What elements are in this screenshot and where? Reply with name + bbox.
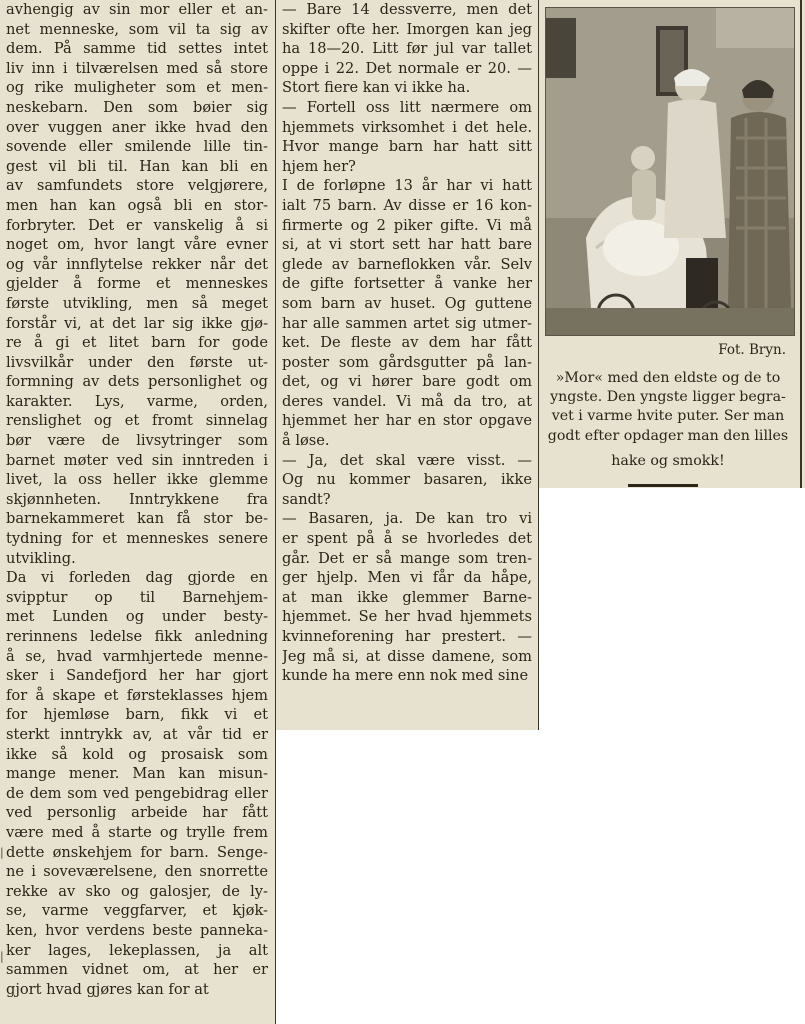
text-line: ket. De fleste av dem har fått [282, 334, 532, 352]
text-line: av samfundets store velgjørere, [6, 177, 268, 195]
text-line: se, varme veggfarver, et kjøk- [6, 902, 268, 920]
text-line: mange mener. Man kan misun- [6, 765, 268, 783]
text-line: det, og vi hører bare godt om [282, 373, 532, 391]
text-line: hjemmets virksomhet i det hele. [282, 118, 532, 136]
photo-caption-line-1: »Mor« med den eldste og de to [555, 370, 781, 386]
text-line: Hvor mange barn har hatt sitt [282, 138, 532, 156]
text-line: — Basaren, ja. De kan tro vi [282, 510, 532, 528]
article-column-2 [282, 0, 532, 686]
text-line: livsvilkår under den første ut- [6, 353, 268, 371]
text-line: å se, hvad varmhjertede menne- [6, 647, 268, 665]
text-line: hjem her? [282, 157, 356, 175]
left-edge-mark: | [0, 846, 4, 859]
text-line: Stort fiere kan vi ikke ha. [282, 79, 471, 97]
text-line: noget om, hvor langt våre evner [6, 236, 268, 254]
text-line: skifter ofte her. Imorgen kan jeg [282, 20, 532, 38]
text-line: Og nu kommer basaren, ikke [282, 471, 532, 489]
text-line: for hjemløse barn, fikk vi et [6, 706, 268, 724]
text-line: svipptur op til Barnehjem- [6, 588, 268, 606]
photo-caption-line-5: hake og smokk! [611, 453, 725, 469]
text-line: firmerte og 2 piker gifte. Vi må [282, 216, 532, 234]
text-line: ved personlig arbeide har fått [6, 804, 268, 822]
text-line: over vuggen aner ikke hvad den [6, 118, 268, 136]
text-line: formning av dets personlighet og [6, 373, 268, 391]
text-line: ha 18—20. Litt før jul var tallet [282, 40, 532, 58]
text-line: oppe i 22. Det normale er 20. — [282, 59, 532, 77]
text-line: ikke så kold og prosaisk som [6, 745, 268, 763]
text-line: liv inn i tilværelsen med så store [6, 59, 268, 77]
text-line: for å skape et førsteklasses hjem [6, 686, 268, 704]
text-line: poster som gårdsgutter på lan- [282, 353, 532, 371]
text-line: rekke av sko og galosjer, de ly- [6, 882, 268, 900]
text-line: Da vi forleden dag gjorde en [6, 569, 268, 587]
text-line: gest vil bli til. Han kan bli en [6, 157, 268, 175]
photo-credit: Fot. Bryn. [718, 342, 786, 358]
text-line: hjemmet. Se her hvad hjemmets [282, 608, 532, 626]
text-line: sandt? [282, 490, 331, 508]
text-line: livet, la oss heller ikke glemme [6, 471, 268, 489]
text-line: — Fortell oss litt nærmere om [282, 98, 532, 116]
text-line: har alle sammen artet sig utmer- [282, 314, 532, 332]
text-line: er spent på å se hvorledes det [282, 530, 532, 548]
text-line: Jeg må si, at disse damene, som [282, 647, 532, 665]
text-line: sterkt inntrykk av, at vår tid er [6, 725, 268, 743]
text-line: skjønnheten. Inntrykkene fra [6, 490, 268, 508]
column-rule-2 [538, 0, 539, 730]
text-line: avhengig av sin mor eller et an- [6, 1, 268, 18]
text-line: neskebarn. Den som bøier sig [6, 98, 268, 116]
text-line: ger hjelp. Men vi får da håpe, [282, 569, 532, 587]
text-line: forstår vi, at det lar sig ikke gjø- [6, 314, 268, 332]
text-line: dem. På samme tid settes intet [6, 40, 268, 58]
text-line: barnekammeret kan få stor be- [6, 510, 268, 528]
text-line: å løse. [282, 432, 330, 450]
text-line: kunde ha mere enn nok med sine [282, 667, 529, 685]
text-line: går. Det er så mange som tren- [282, 549, 532, 567]
text-line: sovende eller smilende lille tin- [6, 138, 268, 156]
text-line: bør være de livsytringer som [6, 432, 268, 450]
text-line: gjelder å forme et menneskes [6, 275, 268, 293]
text-line: som barn av huset. Og guttene [282, 294, 532, 312]
text-line: ne i soveværelsene, den snorrette [6, 863, 268, 881]
text-line: — Ja, det skal være visst. — [282, 451, 532, 469]
text-line: I de forløpne 13 år har vi hatt [282, 177, 532, 195]
text-line: utvikling. [6, 549, 76, 567]
photo-caption-line-2: yngste. Den yngste ligger begra- [550, 389, 786, 405]
column-rule-1 [275, 0, 276, 1024]
photo-caption-line-4: godt efter opdager man den lilles [547, 428, 789, 444]
text-line: net menneske, som vil ta sig av [6, 20, 268, 38]
text-line: sammen vidnet om, at her er [6, 961, 268, 979]
text-line: glede av barneflokken vår. Selv [282, 255, 532, 273]
text-line: si, at vi stort sett har hatt bare [282, 236, 532, 254]
text-line: forbryter. Det er vanskelig å si [6, 216, 268, 234]
text-line: karakter. Lys, varme, orden, [6, 392, 268, 410]
article-photo [545, 7, 795, 336]
text-line: renslighet og et fromt sinnelag [6, 412, 268, 430]
photo-illustration [546, 8, 794, 335]
text-line: ialt 75 barn. Av disse er 16 kon- [282, 196, 532, 214]
article-column-1 [6, 0, 268, 999]
text-line: sker i Sandefjord her har gjort [6, 667, 268, 685]
text-line: og rike muligheter som et men- [6, 79, 268, 97]
text-line: — Bare 14 dessverre, men det [282, 1, 532, 18]
text-line: ker lages, lekeplassen, ja alt [6, 941, 268, 959]
text-line: de gifte fortsetter å vanke her [282, 275, 532, 293]
text-line: hjemmet her har en stor opgave [282, 412, 532, 430]
text-line: være med å starte og trylle frem [6, 823, 268, 841]
text-line: ken, hvor verdens beste panneka- [6, 921, 268, 939]
text-line: kvinneforening har prestert. — [282, 628, 532, 645]
photo-caption-line-3: vet i varme hvite puter. Ser man [551, 408, 785, 424]
text-line: at man ikke glemmer Barne- [282, 588, 532, 606]
text-line: de dem som ved pengebidrag eller [6, 784, 268, 802]
text-line: men han kan også bli en stor- [6, 196, 268, 214]
text-line: tydning for et menneskes senere [6, 530, 268, 548]
text-line: met Lunden og under besty- [6, 608, 268, 626]
article-end-rule [628, 484, 698, 487]
text-line: første utvikling, men så meget [6, 294, 268, 312]
text-line: rerinnens ledelse fikk anledning [6, 628, 268, 645]
text-line: dette ønskehjem for barn. Senge- [6, 843, 268, 861]
text-line: barnet møter ved sin inntreden i [6, 451, 268, 469]
text-line: re å gi et litet barn for gode [6, 334, 268, 352]
column-rule-3 [800, 0, 802, 488]
text-line: deres vandel. Vi må da tro, at [282, 392, 532, 410]
left-edge-mark: | [0, 950, 4, 963]
text-line: gjort hvad gjøres kan for at [6, 980, 209, 998]
text-line: og vår innflytelse rekker når det [6, 255, 268, 273]
